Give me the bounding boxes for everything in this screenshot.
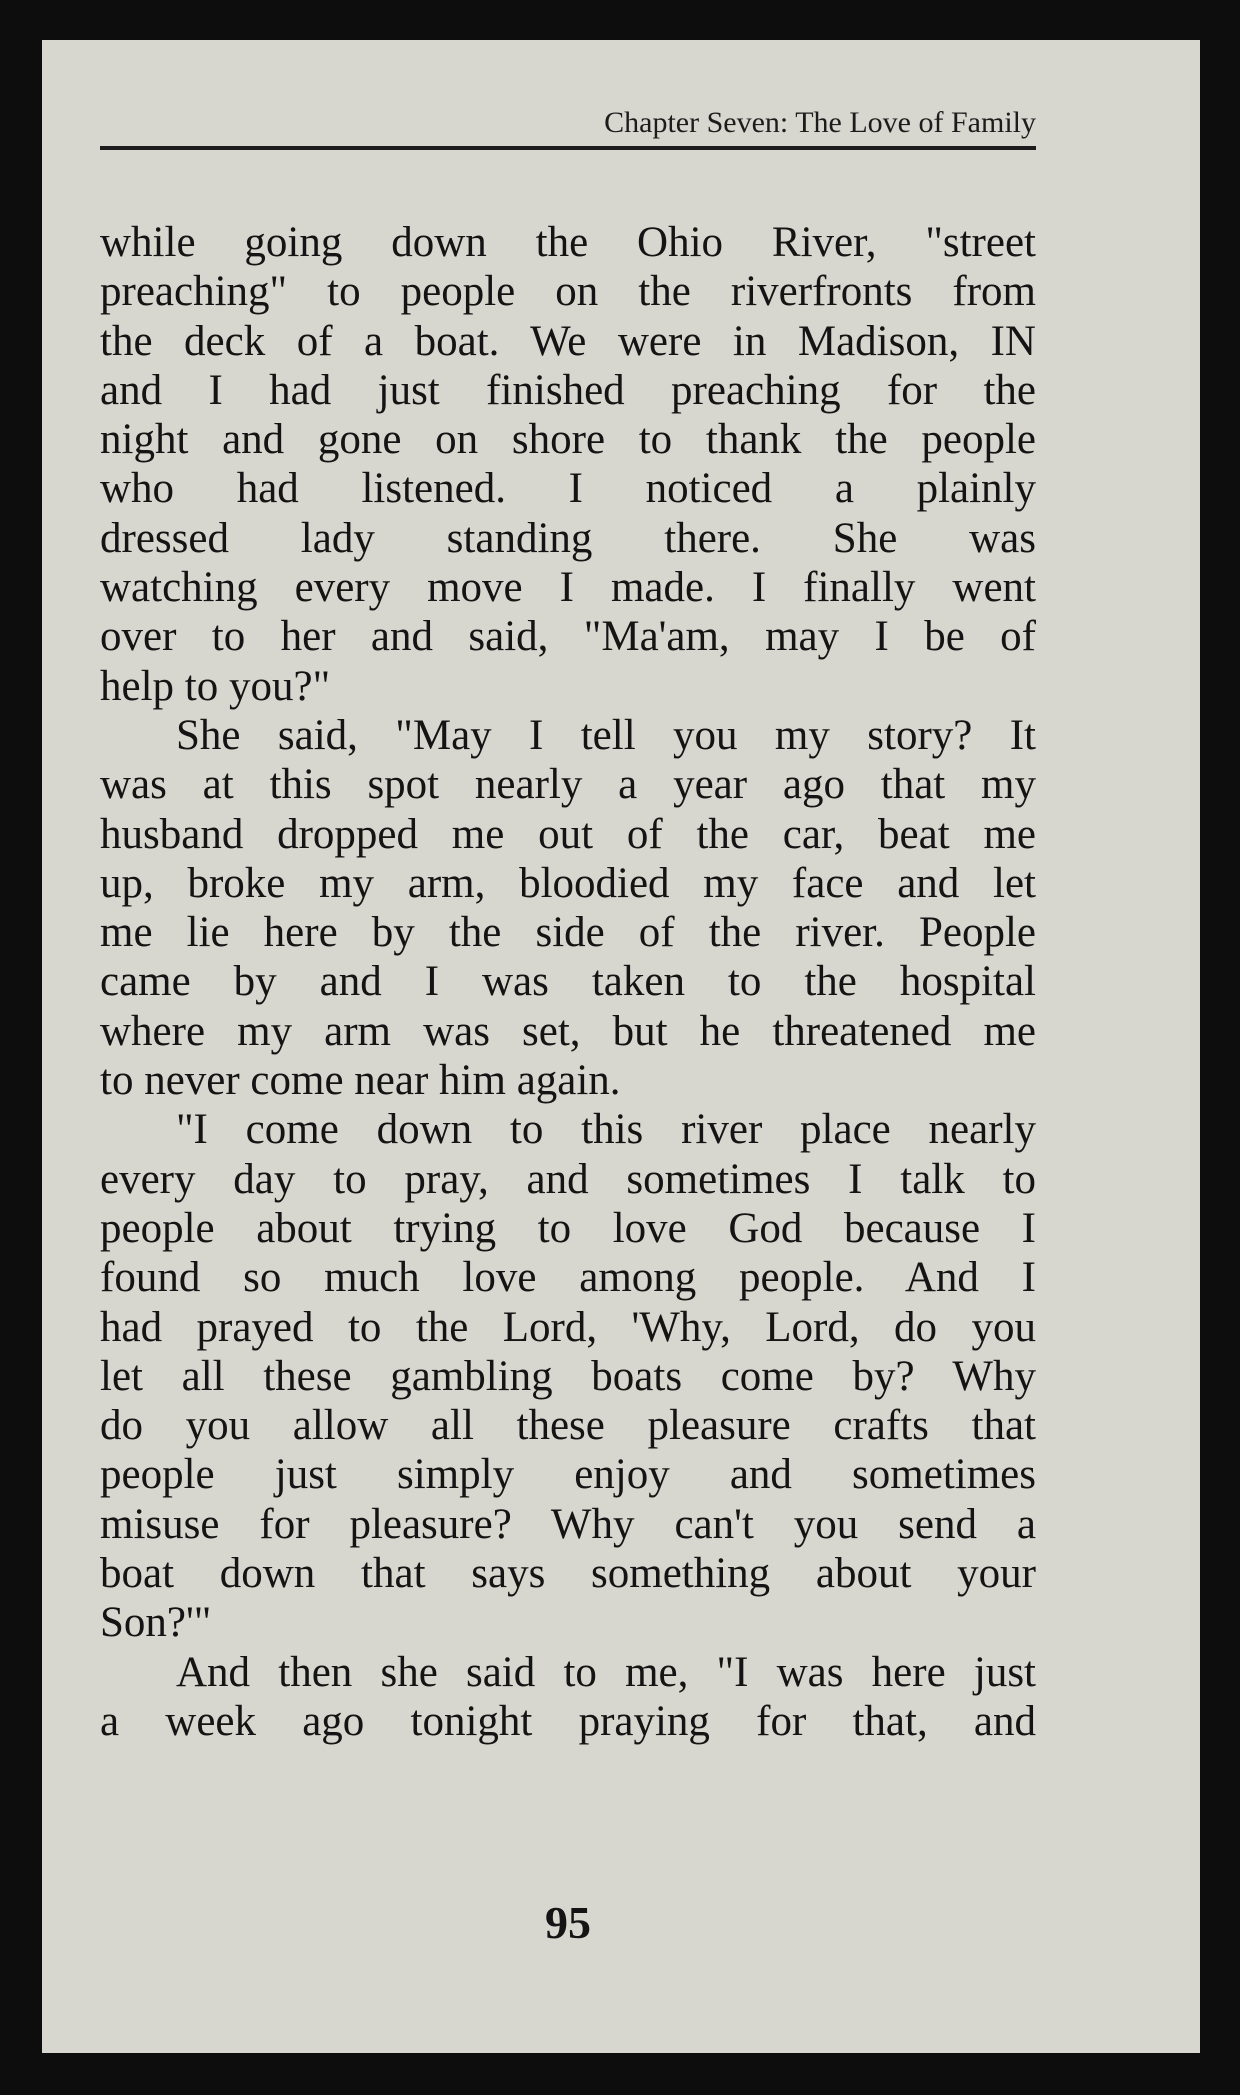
text-line: me lie here by the side of the river. People [100,909,1036,957]
text-line: help to you?" [100,662,331,710]
paragraph-2 [100,711,1036,1105]
text-line: was at this spot nearly a year ago that my [100,761,1036,809]
text-line: and I had just finished preaching for the [100,366,1036,414]
text-line: husband dropped me out of the car, beat me [100,810,1036,858]
text-line: And then she said to me, "I was here just [176,1648,1036,1696]
text-line: where my arm was set, but he threatened me [100,1007,1036,1055]
text-line: boat down that says something about your [100,1550,1036,1598]
text-line: watching every move I made. I finally went [100,564,1036,612]
text-line: over to her and said, "Ma'am, may I be of [100,613,1036,661]
text-line: the deck of a boat. We were in Madison, IN [100,317,1036,365]
text-line: do you allow all these pleasure crafts that [100,1402,1036,1450]
text-line: had prayed to the Lord, 'Why, Lord, do you [100,1303,1036,1351]
text-line: Son?'" [100,1599,212,1647]
text-line: to never come near him again. [100,1057,621,1105]
text-line: every day to pray, and sometimes I talk to [100,1155,1036,1203]
text-line: misuse for pleasure? Why can't you send a [100,1500,1036,1548]
text-line: She said, "May I tell you my story? It [176,711,1036,759]
text-line: who had listened. I noticed a plainly [100,465,1036,513]
text-line: while going down the Ohio River, "street [100,219,1036,266]
text-line: up, broke my arm, bloodied my face and let [100,859,1036,907]
text-line: people about trying to love God because I [100,1204,1036,1252]
text-line: night and gone on shore to thank the people [100,416,1036,464]
text-line: came by and I was taken to the hospital [100,958,1036,1006]
text-line: "I come down to this river place nearly [176,1106,1036,1154]
text-line: a week ago tonight praying for that, and [100,1697,1036,1745]
header-rule [100,146,1036,150]
text-line: people just simply enjoy and sometimes [100,1451,1036,1499]
paragraph-3 [100,1105,1036,1647]
text-line: dressed lady standing there. She was [100,514,1036,562]
paragraph-4 [100,1648,1036,1747]
page-number: 95 [545,1897,591,1948]
running-head: Chapter Seven: The Love of Family [604,106,1036,139]
text-line: found so much love among people. And I [100,1254,1036,1302]
body-text [100,218,1036,1746]
text-line: let all these gambling boats come by? Why [100,1352,1036,1400]
paragraph-1 [100,218,1036,711]
text-line: preaching" to people on the riverfronts from [100,268,1036,316]
